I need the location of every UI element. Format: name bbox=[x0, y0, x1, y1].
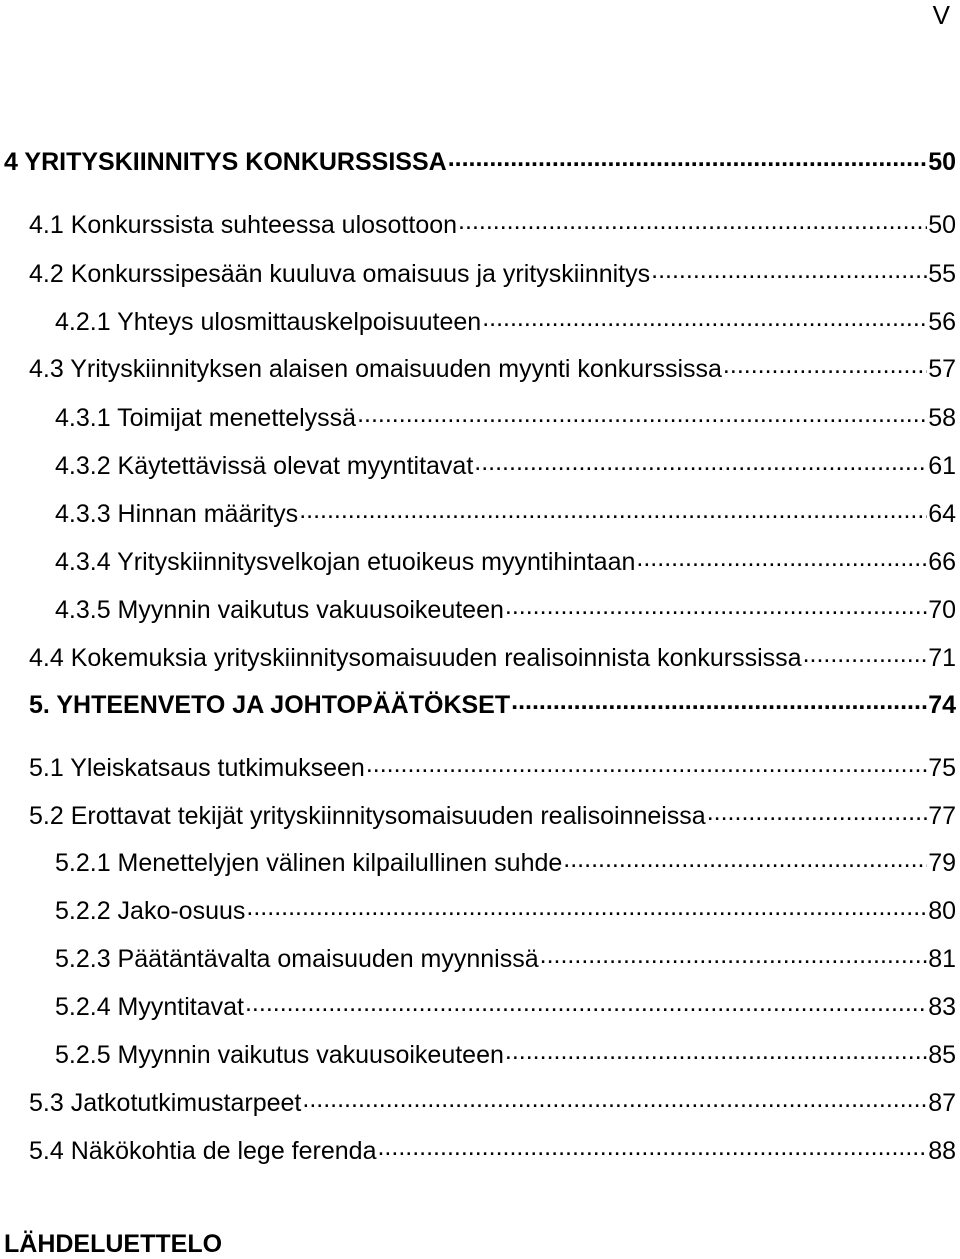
toc-entry[interactable] bbox=[29, 690, 956, 720]
toc-entry-title: 4.1 Konkurssista suhteessa ulosottoon bbox=[29, 211, 458, 239]
dot-leader bbox=[458, 211, 927, 233]
toc-entry-title: 5.4 Näkökohtia de lege ferenda bbox=[29, 1137, 377, 1165]
dot-leader bbox=[474, 452, 927, 474]
dot-leader bbox=[366, 754, 927, 776]
dot-leader bbox=[707, 802, 927, 824]
toc-entry-title: 4.3.2 Käytettävissä olevat myyntitavat bbox=[55, 452, 474, 480]
toc-entry-page: 80 bbox=[928, 897, 956, 925]
toc-entry[interactable] bbox=[55, 499, 956, 529]
dot-leader bbox=[651, 260, 927, 282]
toc-entry-page: 74 bbox=[928, 691, 956, 719]
dot-leader bbox=[482, 308, 927, 330]
toc-entry[interactable] bbox=[29, 1088, 956, 1118]
toc-entry-title: 4.2 Konkurssipesään kuuluva omaisuus ja yrityskiinnitys bbox=[29, 260, 651, 288]
dot-leader bbox=[803, 644, 928, 666]
toc-entry-page: 75 bbox=[928, 754, 956, 782]
toc-entry-page: 57 bbox=[928, 355, 956, 383]
toc-entry-page: 88 bbox=[928, 1137, 956, 1165]
dot-leader bbox=[505, 1041, 927, 1063]
toc-entry[interactable] bbox=[55, 403, 956, 433]
toc-entry-title: 4.4 Kokemuksia yrityskiinnitysomaisuuden realisoinnista konkurssissa bbox=[29, 644, 802, 672]
dot-leader bbox=[636, 548, 927, 570]
dot-leader bbox=[246, 897, 927, 919]
toc-entry-title: 4 YRITYSKIINNITYS KONKURSSISSA bbox=[4, 148, 447, 176]
dot-leader bbox=[377, 1137, 927, 1159]
toc-entry-page: 87 bbox=[928, 1089, 956, 1117]
toc-entry[interactable] bbox=[29, 643, 956, 673]
toc-entry[interactable] bbox=[55, 944, 956, 974]
toc-entry-page: 55 bbox=[928, 260, 956, 288]
toc-entry-title: 4.3.4 Yrityskiinnitysvelkojan etuoikeus myyntihintaan bbox=[55, 548, 636, 576]
toc-entry[interactable] bbox=[29, 210, 956, 240]
toc-entry-title: 5.2 Erottavat tekijät yrityskiinnitysomaisuuden realisoinneissa bbox=[29, 802, 706, 830]
toc-entry-page: 83 bbox=[928, 993, 956, 1021]
toc-entry[interactable] bbox=[55, 595, 956, 625]
toc-entry-title: 4.3.5 Myynnin vaikutus vakuusoikeuteen bbox=[55, 596, 504, 624]
dot-leader bbox=[245, 993, 927, 1015]
toc-entry[interactable] bbox=[55, 992, 956, 1022]
toc-entry-title: 4.2.1 Yhteys ulosmittauskelpoisuuteen bbox=[55, 308, 482, 336]
toc-entry-page: 66 bbox=[928, 548, 956, 576]
toc-entry[interactable] bbox=[55, 848, 956, 878]
toc-entry-page: 64 bbox=[928, 500, 956, 528]
toc-entry-title: 4.3 Yrityskiinnityksen alaisen omaisuuden myynti konkurssissa bbox=[29, 355, 722, 383]
toc-entry-title: 5.1 Yleiskatsaus tutkimukseen bbox=[29, 754, 365, 782]
toc-entry[interactable] bbox=[29, 1136, 956, 1166]
dot-leader bbox=[511, 691, 927, 713]
toc-entry[interactable] bbox=[29, 801, 956, 831]
page-number-roman: V bbox=[932, 0, 950, 30]
dot-leader bbox=[302, 1089, 927, 1111]
toc-entry-title: 5.3 Jatkotutkimustarpeet bbox=[29, 1089, 302, 1117]
toc-entry-title: 5.2.4 Myyntitavat bbox=[55, 993, 244, 1021]
toc-entry[interactable] bbox=[4, 147, 956, 177]
toc-entry-title: 5.2.3 Päätäntävalta omaisuuden myynnissä bbox=[55, 945, 539, 973]
dot-leader bbox=[505, 596, 927, 618]
toc-entry[interactable] bbox=[55, 307, 956, 337]
toc-entry[interactable] bbox=[55, 547, 956, 577]
toc-entry[interactable] bbox=[29, 259, 956, 289]
section-heading-references[interactable]: LÄHDELUETTELO bbox=[4, 1230, 223, 1258]
toc-entry[interactable] bbox=[55, 451, 956, 481]
dot-leader bbox=[723, 355, 927, 377]
toc-entry-page: 85 bbox=[928, 1041, 956, 1069]
dot-leader bbox=[540, 945, 928, 967]
toc-entry[interactable] bbox=[55, 1040, 956, 1070]
toc-entry-page: 61 bbox=[928, 452, 956, 480]
toc-entry-page: 50 bbox=[928, 148, 956, 176]
toc-entry-title: 4.3.3 Hinnan määritys bbox=[55, 500, 299, 528]
toc-entry-title: 4.3.1 Toimijat menettelyssä bbox=[55, 404, 357, 432]
toc-entry-page: 56 bbox=[928, 308, 956, 336]
toc-entry-title: 5.2.5 Myynnin vaikutus vakuusoikeuteen bbox=[55, 1041, 504, 1069]
toc-entry-page: 79 bbox=[928, 849, 956, 877]
dot-leader bbox=[357, 404, 927, 426]
toc-entry-page: 50 bbox=[928, 211, 956, 239]
toc-entry-title: 5.2.2 Jako-osuus bbox=[55, 897, 246, 925]
toc-entry-title: 5. YHTEENVETO JA JOHTOPÄÄTÖKSET bbox=[29, 691, 511, 719]
toc-entry-page: 77 bbox=[928, 802, 956, 830]
toc-entry-page: 71 bbox=[928, 644, 956, 672]
toc-entry-page: 70 bbox=[928, 596, 956, 624]
toc-entry-page: 81 bbox=[928, 945, 956, 973]
toc-entry[interactable] bbox=[29, 354, 956, 384]
toc-entry[interactable] bbox=[29, 753, 956, 783]
dot-leader bbox=[299, 500, 927, 522]
toc-entry-page: 58 bbox=[928, 404, 956, 432]
dot-leader bbox=[448, 148, 928, 170]
toc-entry[interactable] bbox=[55, 896, 956, 926]
toc-entry-title: 5.2.1 Menettelyjen välinen kilpailullinen suhde bbox=[55, 849, 563, 877]
dot-leader bbox=[563, 849, 927, 871]
